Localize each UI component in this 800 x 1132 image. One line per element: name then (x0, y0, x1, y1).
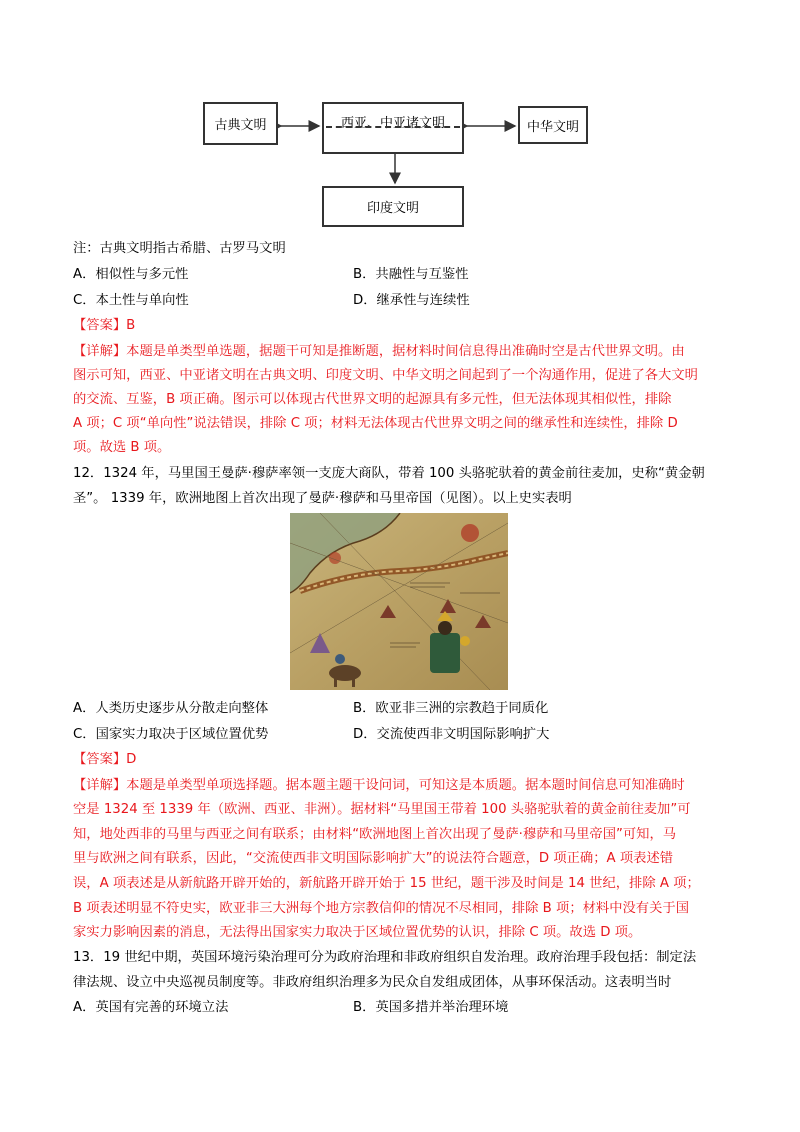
box-classical-civilization: 古典文明 (203, 102, 278, 145)
q12-option-a: A．人类历史逐步从分散走向整体 (73, 701, 269, 716)
q12-explanation-line: 里与欧洲之间有联系，因此，“交流使西非文明国际影响扩大”的说法符合题意，D 项正确；A 项表述错 (73, 851, 674, 866)
q12-answer: 【答案】D (73, 752, 137, 767)
q11-option-b: B．共融性与互鉴性 (353, 267, 469, 282)
box-indian-civilization: 印度文明 (322, 186, 464, 227)
q13-option-b: B．英国多措并举治理环境 (353, 1000, 509, 1015)
box-west-label: 西亚、中亚诸文明 (340, 116, 445, 131)
q12-explanation-line: 误，A 项表述是从新航路开辟开始的，新航路开辟开始于 15 世纪，题干涉及时间是 14 世纪，排除 A 项； (73, 876, 700, 891)
q12-explanation-line: 空是 1324 至 1339 年（欧洲、西亚、非洲）。据材料“马里国王带着 100 头骆驼驮着的黄金前往麦加”可 (73, 802, 691, 817)
box-chinese-civilization: 中华文明 (518, 106, 588, 144)
q13-option-a: A．英国有完善的环境立法 (73, 1000, 229, 1015)
q12-stem-line: 圣”。 1339 年，欧洲地图上首次出现了曼萨·穆萨和马里帝国（见图）。以上史实表明 (73, 491, 572, 506)
catalan-atlas-map-image (290, 513, 508, 690)
q11-option-d: D．继承性与连续性 (353, 293, 470, 308)
q11-explanation-line: 项。故选 B 项。 (73, 440, 171, 455)
q11-explanation-line: 的交流、互鉴，B 项正确。图示可以体现古代世界文明的起源具有多元性，但无法体现其相似性，排除 (73, 392, 672, 407)
civilization-diagram (0, 0, 800, 240)
q12-explanation-line: 知，地处西非的马里与西亚之间有联系；由材料“欧洲地图上首次出现了曼萨·穆萨和马里帝国”可知，马 (73, 827, 677, 842)
q12-option-d: D．交流使西非文明国际影响扩大 (353, 727, 550, 742)
q11-explanation-line: A 项；C 项“单向性”说法错误，排除 C 项；材料无法体现古代世界文明之间的继承性和连续性，排除 D (73, 416, 678, 431)
q12-option-c: C．国家实力取决于区域位置优势 (73, 727, 269, 742)
q11-option-c: C．本土性与单向性 (73, 293, 189, 308)
q12-option-b: B．欧亚非三洲的宗教趋于同质化 (353, 701, 549, 716)
map-illustration (290, 513, 508, 690)
diagram-note: 注：古典文明指古希腊、古罗马文明 (73, 241, 286, 256)
q13-stem-line: 13．19 世纪中期，英国环境污染治理可分为政府治理和非政府组织自发治理。政府治理手段包括：制定法 (73, 950, 697, 965)
q11-explanation-line: 图示可知，西亚、中亚诸文明在古典文明、印度文明、中华文明之间起到了一个沟通作用，促进了各大文明 (73, 368, 698, 383)
box-west-central-asia (322, 102, 464, 154)
dashed-divider (326, 126, 460, 128)
q11-option-a: A．相似性与多元性 (73, 267, 189, 282)
q12-explanation-line: 【详解】本题是单类型单项选择题。据本题主题干设问词，可知这是本质题。据本题时间信息可知准确时 (73, 778, 685, 793)
q12-stem-line: 12．1324 年，马里国王曼萨·穆萨率领一支庞大商队，带着 100 头骆驼驮着的黄金前往麦加，史称“黄金朝 (73, 466, 705, 481)
q12-explanation-line: 家实力影响因素的消息，无法得出国家实力取决于区域位置优势的认识，排除 C 项。故选 D 项。 (73, 925, 642, 940)
q11-answer: 【答案】B (73, 318, 136, 333)
q12-explanation-line: B 项表述明显不符史实，欧亚非三大洲每个地方宗教信仰的情况不尽相同，排除 B 项；材料中没有关于国 (73, 901, 689, 916)
q13-stem-line: 律法规、设立中央巡视员制度等。非政府组织治理多为民众自发组成团体，从事环保活动。这表明当时 (73, 975, 672, 990)
q11-explanation-line: 【详解】本题是单类型单选题，据题干可知是推断题，据材料时间信息得出准确时空是古代世界文明。由 (73, 344, 685, 359)
